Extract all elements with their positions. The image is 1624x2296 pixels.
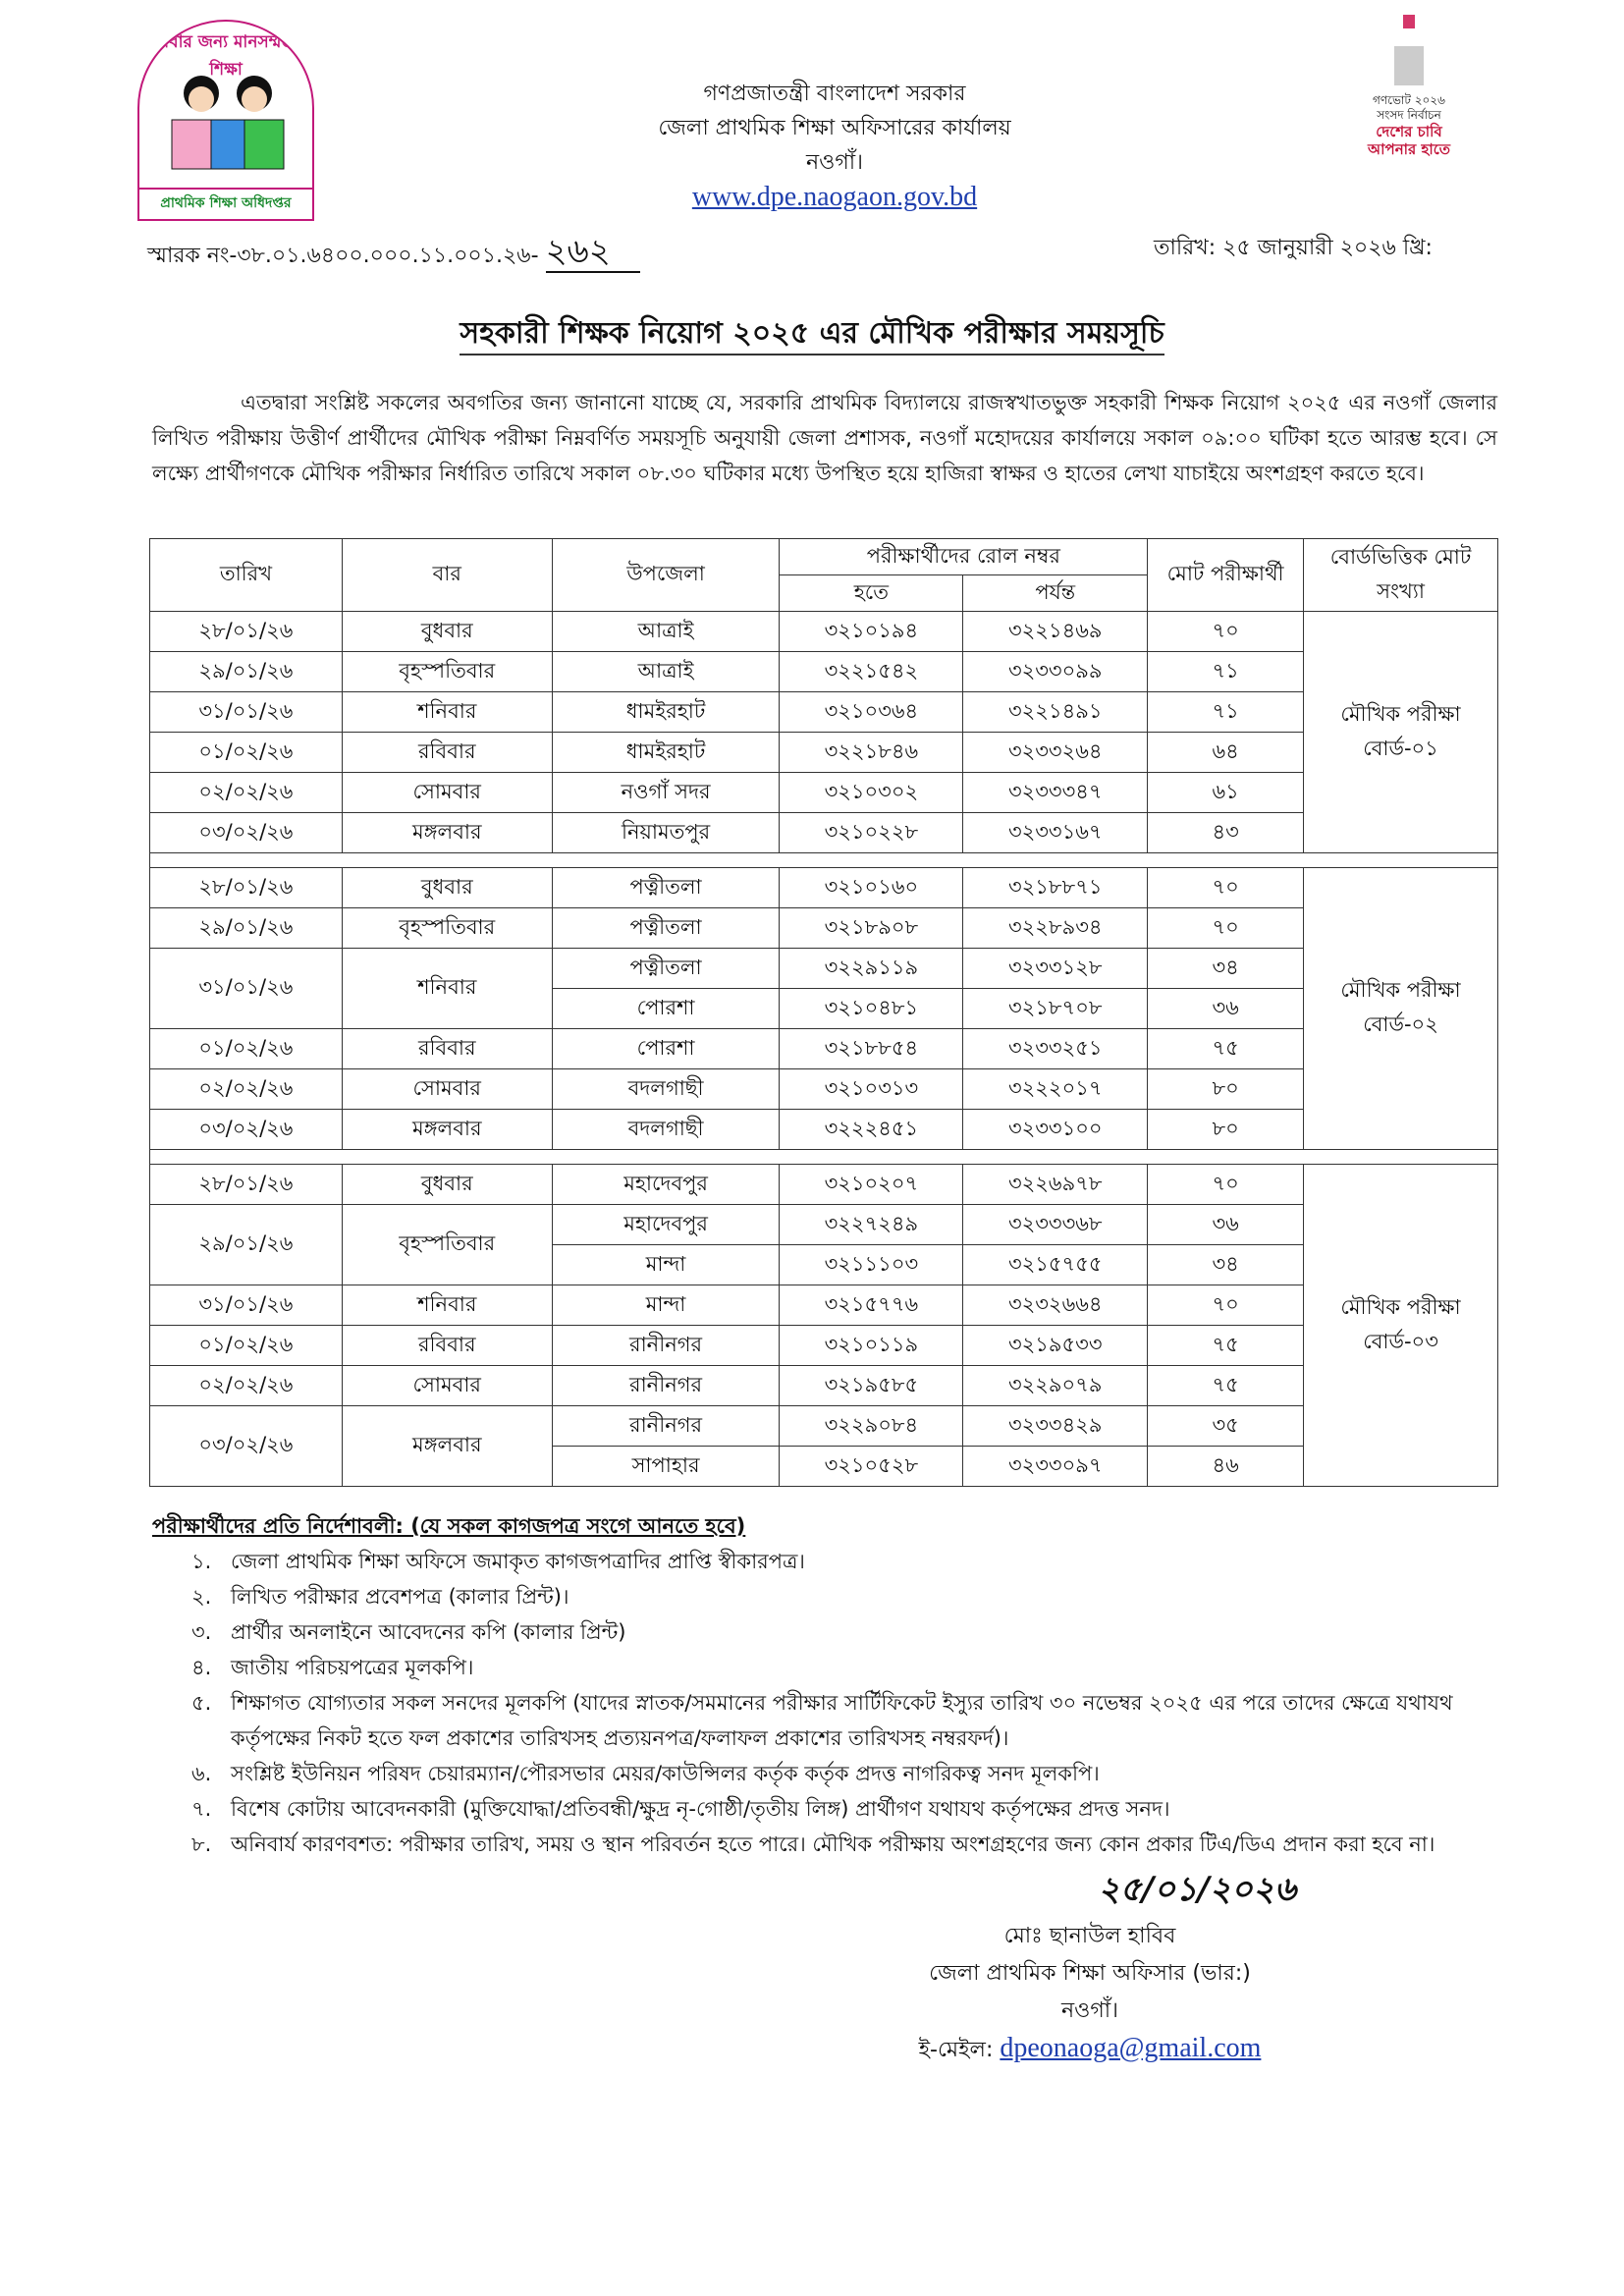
signatory-designation: জেলা প্রাথমিক শিক্ষা অফিসার (ভার:) (929, 1961, 1251, 1986)
email-line (884, 2030, 1296, 2069)
table-row (150, 949, 1498, 989)
cell-date: ০৩/০২/২৬ (150, 813, 343, 853)
cell-upazila: পত্নীতলা (552, 949, 780, 989)
cell-upazila: ধামইরহাট (552, 733, 780, 773)
cell-day: মঙ্গলবার (342, 1406, 552, 1487)
table-row (150, 733, 1498, 773)
office-location: নওগাঁ। (806, 150, 863, 175)
instruction-item (191, 1544, 1497, 1579)
cell-upazila: রানীনগর (552, 1326, 780, 1366)
group-separator (150, 853, 1498, 868)
cell-total: ৭০ (1148, 908, 1304, 949)
cell-from: ৩২১০৪৮১ (780, 989, 963, 1029)
cell-to: ৩২৩৩৩৬৮ (963, 1205, 1148, 1245)
memo-handwritten-number: ২৬২ (546, 232, 640, 273)
instruction-text: লিখিত পরীক্ষার প্রবেশপত্র (কালার প্রিন্ট)। (231, 1585, 569, 1609)
instructions (152, 1508, 1497, 1862)
cell-total: ৮০ (1148, 1110, 1304, 1150)
instruction-item (191, 1685, 1497, 1756)
cell-day: সোমবার (342, 773, 552, 813)
cell-to: ৩২৩৩১৬৭ (963, 813, 1148, 853)
separator-cell (150, 853, 1498, 868)
cell-upazila: ধামইরহাট (552, 692, 780, 733)
cell-upazila: পোরশা (552, 989, 780, 1029)
instruction-number: ১. (191, 1550, 212, 1573)
cell-total: ৭০ (1148, 1285, 1304, 1326)
cell-day: শনিবার (342, 692, 552, 733)
cell-from: ৩২২২৪৫১ (780, 1110, 963, 1150)
cell-day: বৃহস্পতিবার (342, 652, 552, 692)
cell-upazila: পত্নীতলা (552, 908, 780, 949)
cell-from: ৩২১০১১৯ (780, 1326, 963, 1366)
cell-upazila: বদলগাছী (552, 1110, 780, 1150)
cell-date: ৩১/০১/২৬ (150, 1285, 343, 1326)
table-row (150, 1326, 1498, 1366)
table-row (150, 612, 1498, 652)
cell-total: ৭৫ (1148, 1029, 1304, 1069)
table-row (150, 652, 1498, 692)
cell-total: ৩৪ (1148, 949, 1304, 989)
table-row (150, 1069, 1498, 1110)
cell-date: ২৮/০১/২৬ (150, 868, 343, 908)
cell-board: মৌখিক পরীক্ষা বোর্ড-০২ (1304, 868, 1498, 1150)
instruction-number: ২. (191, 1585, 212, 1609)
signatory-name: মোঃ ছানাউল হাবিব (1003, 1924, 1176, 1948)
signature-block (884, 1871, 1296, 2069)
instruction-item (191, 1756, 1497, 1791)
cell-total: ৭১ (1148, 652, 1304, 692)
cell-upazila: নওগাঁ সদর (552, 773, 780, 813)
cell-upazila: পত্নীতলা (552, 868, 780, 908)
cell-to: ৩২১৯৫৩৩ (963, 1326, 1148, 1366)
cell-to: ৩২৩৩৪২৯ (963, 1406, 1148, 1447)
cell-total: ৩৬ (1148, 1205, 1304, 1245)
instructions-list (152, 1544, 1497, 1862)
children-reading-icon (164, 66, 292, 174)
cell-date: ৩১/০১/২৬ (150, 949, 343, 1029)
cell-day: রবিবার (342, 1326, 552, 1366)
table-row (150, 1406, 1498, 1447)
separator-cell (150, 1150, 1498, 1165)
election-line-1: গণভোট ২০২৬ (1373, 93, 1445, 107)
col-header-total: মোট পরীক্ষার্থী (1148, 539, 1304, 612)
cell-from: ৩২১৮৯০৮ (780, 908, 963, 949)
instruction-text: বিশেষ কোটায় আবেদনকারী (মুক্তিযোদ্ধা/প্রতিবন্ধী/ক্ষুদ্র নৃ-গোষ্ঠী/তৃতীয় লিঙ্গ) প্রার্থীগণ যথাযথ কর্তৃপক্ষের প্রদত্ত সনদ। (231, 1797, 1170, 1821)
cell-from: ৩২১৮৮৫৪ (780, 1029, 963, 1069)
cell-total: ৭০ (1148, 612, 1304, 652)
cell-upazila: নিয়ামতপুর (552, 813, 780, 853)
instructions-heading: পরীক্ষার্থীদের প্রতি নির্দেশাবলী: (যে সকল কাগজপত্র সংগে আনতে হবে) (152, 1514, 746, 1538)
col-header-date: তারিখ (150, 539, 343, 612)
cell-to: ৩২২৮৯৩৪ (963, 908, 1148, 949)
instruction-text: অনিবার্য কারণবশত: পরীক্ষার তারিখ, সময় ও স্থান পরিবর্তন হতে পারে। মৌখিক পরীক্ষায় অংশগ্রহণের জন্য কোন প্রকার টিএ/ডিএ প্রদান করা হবে না। (231, 1832, 1435, 1856)
col-header-to: পর্যন্ত (963, 575, 1148, 612)
cell-date: ০২/০২/২৬ (150, 1366, 343, 1406)
cell-day: সোমবার (342, 1366, 552, 1406)
cell-to: ৩২৩৩০৯৭ (963, 1447, 1148, 1487)
logo-arc-text: সবার জন্য মানসম্মত শিক্ষা (157, 32, 295, 80)
cell-board: মৌখিক পরীক্ষা বোর্ড-০১ (1304, 612, 1498, 853)
cell-upazila: রানীনগর (552, 1366, 780, 1406)
instruction-item (191, 1614, 1497, 1650)
memo-number-text: স্মারক নং-৩৮.০১.৬৪০০.০০০.১১.০০১.২৬- (147, 244, 539, 268)
cell-date: ০১/০২/২৬ (150, 733, 343, 773)
cell-from: ৩২২৯১১৯ (780, 949, 963, 989)
cell-date: ২৮/০১/২৬ (150, 612, 343, 652)
instruction-text: প্রার্থীর অনলাইনে আবেদনের কপি (কালার প্রিন্ট) (231, 1620, 626, 1644)
cell-day: বৃহস্পতিবার (342, 1205, 552, 1285)
ballot-box-icon (1394, 46, 1424, 85)
cell-from: ৩২১০৩৬৪ (780, 692, 963, 733)
table-row (150, 1165, 1498, 1205)
govt-name: গণপ্রজাতন্ত্রী বাংলাদেশ সরকার (703, 82, 966, 106)
cell-date: ০২/০২/২৬ (150, 1069, 343, 1110)
cell-day: বুধবার (342, 1165, 552, 1205)
cell-to: ৩২৩৩১০০ (963, 1110, 1148, 1150)
schedule-table (149, 538, 1498, 1487)
email-label: ই-মেইল: (918, 2038, 994, 2062)
instruction-number: ৭. (191, 1797, 212, 1821)
instruction-item (191, 1791, 1497, 1827)
cell-total: ৭০ (1148, 868, 1304, 908)
cell-board: মৌখিক পরীক্ষা বোর্ড-০৩ (1304, 1165, 1498, 1487)
cell-to: ৩২১৫৭৫৫ (963, 1245, 1148, 1285)
instruction-item (191, 1827, 1497, 1862)
cell-date: ০২/০২/২৬ (150, 773, 343, 813)
cell-to: ৩২৩২৬৬৪ (963, 1285, 1148, 1326)
cell-from: ৩২২১৮৪৬ (780, 733, 963, 773)
cell-total: ৬৪ (1148, 733, 1304, 773)
website-link[interactable]: www.dpe.naogaon.gov.bd (691, 182, 978, 212)
dpe-logo (137, 20, 314, 221)
document-title (0, 309, 1624, 359)
cell-total: ৭১ (1148, 692, 1304, 733)
col-header-upazila: উপজেলা (552, 539, 780, 612)
cell-total: ৬১ (1148, 773, 1304, 813)
cell-upazila: সাপাহার (552, 1447, 780, 1487)
cell-date: ০১/০২/২৬ (150, 1326, 343, 1366)
cell-from: ৩২১০২০৭ (780, 1165, 963, 1205)
cell-to: ৩২৩৩৩৪৭ (963, 773, 1148, 813)
cell-total: ৭০ (1148, 1165, 1304, 1205)
instruction-item (191, 1579, 1497, 1614)
cell-total: ৩৪ (1148, 1245, 1304, 1285)
group-separator (150, 1150, 1498, 1165)
cell-date: ২৯/০১/২৬ (150, 908, 343, 949)
cell-date: ৩১/০১/২৬ (150, 692, 343, 733)
cell-to: ৩২২১৪৯১ (963, 692, 1148, 733)
table-row (150, 908, 1498, 949)
letterhead (491, 77, 1178, 216)
cell-upazila: মান্দা (552, 1245, 780, 1285)
cell-upazila: রানীনগর (552, 1406, 780, 1447)
office-name: জেলা প্রাথমিক শিক্ষা অফিসারের কার্যালয় (658, 116, 1011, 140)
cell-total: ৪৩ (1148, 813, 1304, 853)
cell-total: ৩৬ (1148, 989, 1304, 1029)
cell-upazila: আত্রাই (552, 612, 780, 652)
instruction-text: জাতীয় পরিচয়পত্রের মূলকপি। (231, 1656, 474, 1679)
cell-day: শনিবার (342, 1285, 552, 1326)
cell-total: ৭৫ (1148, 1366, 1304, 1406)
logo-footer: প্রাথমিক শিক্ষা অধিদপ্তর (139, 188, 312, 219)
instruction-number: ৪. (191, 1656, 212, 1679)
cell-from: ৩২১৯৫৮৫ (780, 1366, 963, 1406)
cell-from: ৩২১৫৭৭৬ (780, 1285, 963, 1326)
cell-day: রবিবার (342, 733, 552, 773)
cell-upazila: বদলগাছী (552, 1069, 780, 1110)
title-text: সহকারী শিক্ষক নিয়োগ ২০২৫ এর মৌখিক পরীক্ষার সময়সূচি (460, 316, 1164, 355)
cell-day: বুধবার (342, 868, 552, 908)
cell-day: বৃহস্পতিবার (342, 908, 552, 949)
cell-day: মঙ্গলবার (342, 1110, 552, 1150)
cell-to: ৩২৩৩০৯৯ (963, 652, 1148, 692)
table-row (150, 813, 1498, 853)
cell-date: ২৯/০১/২৬ (150, 1205, 343, 1285)
table-row (150, 692, 1498, 733)
cell-total: ৮০ (1148, 1069, 1304, 1110)
signatory-place: নওগাঁ। (1061, 1998, 1118, 2023)
cell-upazila: মহাদেবপুর (552, 1205, 780, 1245)
table-row (150, 868, 1498, 908)
election-mark-icon (1403, 15, 1415, 28)
election-line-2: সংসদ নির্বাচন (1377, 108, 1441, 122)
cell-to: ৩২২৬৯৭৮ (963, 1165, 1148, 1205)
cell-upazila: মহাদেবপুর (552, 1165, 780, 1205)
memo-number (147, 226, 640, 282)
cell-total: ৩৫ (1148, 1406, 1304, 1447)
memo-date: তারিখ: ২৫ জানুয়ারী ২০২৬ খ্রি: (1154, 236, 1433, 260)
instruction-item (191, 1650, 1497, 1685)
table-row (150, 1285, 1498, 1326)
col-header-board: বোর্ডভিত্তিক মোট সংখ্যা (1304, 539, 1498, 612)
cell-to: ৩২২১৪৬৯ (963, 612, 1148, 652)
instruction-number: ৮. (191, 1832, 212, 1856)
cell-from: ৩২২৭২৪৯ (780, 1205, 963, 1245)
instruction-text: শিক্ষাগত যোগ্যতার সকল সনদের মূলকপি (যাদের স্নাতক/সমমানের পরীক্ষার সার্টিফিকেট ইস্যুর তারিখ ৩০ নভেম্বর ২০২৫ এর পরে তাদের ক্ষেত্রে যথাযথ কর্তৃপক্ষের নিকট হতে ফল প্রকাশের তারিখসহ প্রত্যয়নপত্র/ফলাফল প্রকাশের তারিখসহ নম্বরফর্দ)। (231, 1691, 1453, 1750)
election-logo (1360, 15, 1458, 158)
cell-day: রবিবার (342, 1029, 552, 1069)
table-row (150, 1205, 1498, 1245)
cell-to: ৩২২২০১৭ (963, 1069, 1148, 1110)
table-row (150, 773, 1498, 813)
cell-day: শনিবার (342, 949, 552, 1029)
table-row (150, 1110, 1498, 1150)
cell-to: ৩২৩৩২৬৪ (963, 733, 1148, 773)
cell-from: ৩২১০২২৮ (780, 813, 963, 853)
cell-day: মঙ্গলবার (342, 813, 552, 853)
cell-upazila: পোরশা (552, 1029, 780, 1069)
col-header-from: হতে (780, 575, 963, 612)
election-slogan-1: দেশের চাবি (1376, 123, 1442, 140)
election-slogan-2: আপনার হাতে (1368, 140, 1450, 158)
cell-to: ৩২১৮৭০৮ (963, 989, 1148, 1029)
email-link[interactable]: dpeonaoga@gmail.com (1000, 2033, 1262, 2063)
instruction-text: সংশ্লিষ্ট ইউনিয়ন পরিষদ চেয়ারম্যান/পৌরসভার মেয়র/কাউন্সিলর কর্তৃক কর্তৃক প্রদত্ত নাগরিকত্ব সনদ মূলকপি। (231, 1762, 1100, 1785)
cell-from: ৩২২১৫৪২ (780, 652, 963, 692)
cell-to: ৩২৩৩১২৮ (963, 949, 1148, 989)
cell-date: ২৯/০১/২৬ (150, 652, 343, 692)
cell-total: ৪৬ (1148, 1447, 1304, 1487)
cell-date: ০১/০২/২৬ (150, 1029, 343, 1069)
instruction-number: ৬. (191, 1762, 212, 1785)
intro-paragraph: এতদ্বারা সংশ্লিষ্ট সকলের অবগতির জন্য জানানো যাচ্ছে যে, সরকারি প্রাথমিক বিদ্যালয়ে রাজস্বখাতভুক্ত সহকারী শিক্ষক নিয়োগ ২০২৫ এর নওগাঁ জেলার লিখিত পরীক্ষায় উত্তীর্ণ প্রার্থীদের মৌখিক পরীক্ষা নিম্নবর্ণিত সময়সূচি অনুযায়ী জেলা প্রশাসক, নওগাঁ মহোদয়ের কার্যালয়ে সকাল ০৯:০০ ঘটিকা হতে আরম্ভ হবে। সে লক্ষ্যে প্রার্থীগণকে মৌখিক পরীক্ষার নির্ধারিত তারিখে সকাল ০৮.৩০ ঘটিকার মধ্যে উপস্থিত হয়ে হাজিরা স্বাক্ষর ও হাতের লেখা যাচাইয়ে অংশগ্রহণ করতে হবে। (152, 391, 1497, 485)
instruction-number: ৫. (191, 1691, 212, 1715)
cell-total: ৭৫ (1148, 1326, 1304, 1366)
cell-upazila: আত্রাই (552, 652, 780, 692)
cell-from: ৩২১১১০৩ (780, 1245, 963, 1285)
table-row (150, 1366, 1498, 1406)
table-row (150, 1029, 1498, 1069)
cell-from: ৩২১০৩০২ (780, 773, 963, 813)
cell-date: ২৮/০১/২৬ (150, 1165, 343, 1205)
cell-to: ৩২২৯০৭৯ (963, 1366, 1148, 1406)
schedule-body (150, 612, 1498, 1487)
cell-day: সোমবার (342, 1069, 552, 1110)
cell-date: ০৩/০২/২৬ (150, 1406, 343, 1487)
handwritten-signature: ২৫/০১/২০২৬ (1098, 1870, 1296, 1909)
cell-to: ৩২৩৩২৫১ (963, 1029, 1148, 1069)
cell-from: ৩২১০১৬০ (780, 868, 963, 908)
cell-day: বুধবার (342, 612, 552, 652)
cell-from: ৩২২৯০৮৪ (780, 1406, 963, 1447)
instruction-text: জেলা প্রাথমিক শিক্ষা অফিসে জমাকৃত কাগজপত্রাদির প্রাপ্তি স্বীকারপত্র। (231, 1550, 805, 1573)
cell-from: ৩২১০৩১৩ (780, 1069, 963, 1110)
col-header-roll: পরীক্ষার্থীদের রোল নম্বর (780, 539, 1148, 575)
cell-upazila: মান্দা (552, 1285, 780, 1326)
cell-date: ০৩/০২/২৬ (150, 1110, 343, 1150)
instruction-number: ৩. (191, 1620, 212, 1644)
cell-from: ৩২১০৫২৮ (780, 1447, 963, 1487)
cell-to: ৩২১৮৮৭১ (963, 868, 1148, 908)
cell-from: ৩২১০১৯৪ (780, 612, 963, 652)
col-header-day: বার (342, 539, 552, 612)
